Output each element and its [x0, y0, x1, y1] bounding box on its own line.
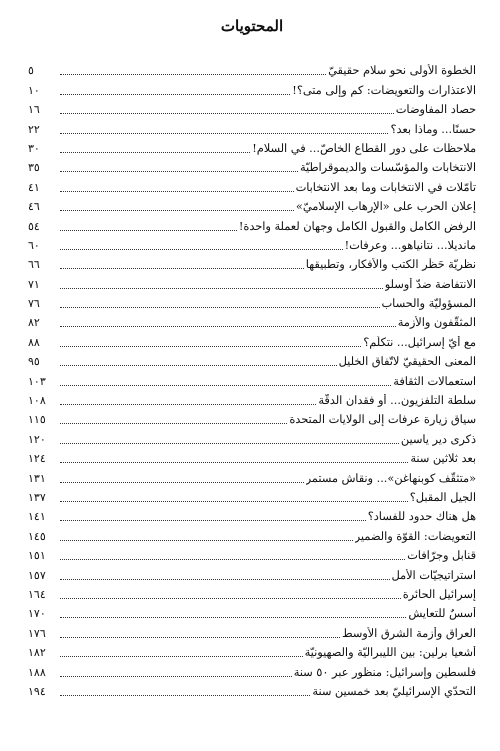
- toc-entry-title: «متثقّف كوبنهاغن»... ونقاش مستمر: [305, 471, 476, 485]
- toc-entry-page: ١٢٤: [28, 452, 46, 466]
- toc-entry-title: التحدّي الإسرائيليّ بعد خمسين سنة: [312, 684, 476, 698]
- page-title: المحتويات: [220, 17, 284, 35]
- toc-entry-page: ١٩٤: [28, 684, 46, 698]
- toc-entry-page: ٣٠: [28, 141, 40, 155]
- dot-leader: [60, 268, 304, 269]
- dot-leader: [60, 326, 396, 327]
- toc-entry: [28, 680, 476, 699]
- toc-entry: [28, 660, 476, 679]
- toc-entry-title: الجيل المقبل؟: [409, 490, 476, 504]
- toc-entry-page: ١٥١: [28, 549, 46, 563]
- toc-entry-page: ١٠: [28, 83, 40, 97]
- toc-entry-title: الخطوة الأولى نحو سلام حقيقيّ: [328, 64, 476, 78]
- toc-entry-title: الانتفاضة ضدّ أوسلو: [384, 277, 476, 291]
- toc-entry-page: ١٨٢: [28, 646, 46, 660]
- toc-entry: [28, 524, 476, 543]
- toc-entry-title: فلسطين وإسرائيل: منظور عبر ٥٠ سنة: [293, 665, 476, 679]
- toc-entry: [28, 175, 476, 194]
- toc-entry: [28, 486, 476, 505]
- toc-entry-title: أشعيا برلين: بين الليبراليّة والصهيونيّة: [304, 646, 476, 660]
- dot-leader: [60, 443, 399, 444]
- toc-entry-title: المعنى الحقيقيّ لاتّفاق الخليل: [338, 355, 476, 369]
- dot-leader: [60, 559, 405, 560]
- toc-entry: [28, 408, 476, 427]
- dot-leader: [60, 307, 380, 308]
- dot-leader: [60, 210, 294, 211]
- toc-entry: [28, 330, 476, 349]
- toc-entry-title: حسنًا... وماذا بعد؟: [390, 122, 476, 136]
- dot-leader: [60, 365, 337, 366]
- toc-entry-title: تأمّلات في الانتخابات وما بعد الانتخابات: [295, 180, 476, 194]
- toc-entry-title: الاعتذارات والتعويضات: كم وإلى متى؟!: [292, 83, 476, 97]
- toc-entry-page: ٨٢: [28, 316, 40, 330]
- toc-entry-page: ١٢٠: [28, 432, 46, 446]
- toc-entry: [28, 137, 476, 156]
- toc-entry-title: استراتيجيّات الأمل: [391, 568, 476, 582]
- dot-leader: [60, 501, 408, 502]
- toc-entry: [28, 78, 476, 97]
- toc-entry-title: العراق وأزمة الشرق الأوسط: [342, 626, 476, 640]
- dot-leader: [60, 74, 326, 75]
- toc-entry-title: إسرائيل الحائرة: [402, 587, 476, 601]
- toc-entry: [28, 59, 476, 78]
- dot-leader: [60, 695, 310, 696]
- dot-leader: [60, 191, 294, 192]
- dot-leader: [60, 423, 287, 424]
- toc-entry: [28, 621, 476, 640]
- toc-entry: [28, 369, 476, 388]
- toc-entry-page: ١٤٥: [28, 529, 46, 543]
- dot-leader: [60, 482, 304, 483]
- toc-entry-title: بعد ثلاثين سنة: [410, 452, 476, 466]
- toc-entry-title: المسؤوليّة والحساب: [381, 297, 476, 311]
- toc-entry-page: ٧١: [28, 277, 40, 291]
- dot-leader: [60, 540, 353, 541]
- toc-entry-page: ١٦: [28, 103, 40, 117]
- toc-entry-title: قنابل وجرّافات: [407, 549, 476, 563]
- toc-entry-page: ١٨٨: [28, 665, 46, 679]
- toc-entry: [28, 311, 476, 330]
- dot-leader: [60, 462, 408, 463]
- toc-entry-page: ٢٢: [28, 122, 40, 136]
- toc-entry-title: الانتخابات والمؤسّسات والديموقراطيّة: [299, 161, 476, 175]
- toc-entry: [28, 447, 476, 466]
- toc-entry: [28, 350, 476, 369]
- toc-entry-page: ١٤١: [28, 510, 46, 524]
- toc-entry-page: ٩٥: [28, 355, 40, 369]
- toc-entry-title: أسسٌ للتعايش: [408, 607, 476, 621]
- toc-entry-title: استعمالات الثقافة: [393, 374, 476, 388]
- toc-entry-title: الرفض الكامل والقبول الكامل وجهان لعملة واحدة!: [238, 219, 476, 233]
- toc-entry: [28, 641, 476, 660]
- dot-leader: [60, 404, 316, 405]
- dot-leader: [60, 113, 394, 114]
- toc-entry-title: مانديلا... نتانياهو... وعرفات!: [344, 238, 476, 252]
- dot-leader: [60, 94, 290, 95]
- toc-entry-page: ٥: [28, 64, 34, 78]
- toc-entry-title: نظريّة حَظْر الكتب والأفكار، وتطبيقها: [305, 258, 476, 272]
- toc-entry-page: ١٠٣: [28, 374, 46, 388]
- dot-leader: [60, 288, 383, 289]
- toc-entry-page: ٦٦: [28, 258, 40, 272]
- toc-entry-title: سلطة التلفزيون... أو فقدان الدقّة: [318, 394, 476, 408]
- dot-leader: [60, 346, 361, 347]
- toc-entry: [28, 427, 476, 446]
- toc-list: [28, 59, 476, 699]
- toc-entry: [28, 156, 476, 175]
- dot-leader: [60, 617, 406, 618]
- dot-leader: [60, 598, 401, 599]
- toc-entry-title: ذكرى دير ياسين: [400, 432, 476, 446]
- toc-entry-page: ١٧٦: [28, 626, 46, 640]
- toc-entry: [28, 505, 476, 524]
- toc-entry: [28, 117, 476, 136]
- toc-entry-title: هل هناك حدود للفساد؟: [367, 510, 476, 524]
- toc-entry-page: ١٧٠: [28, 607, 46, 621]
- toc-entry-title: التعويضات: القوّة والضمير: [354, 529, 476, 543]
- toc-entry-page: ١٣١: [28, 471, 46, 485]
- dot-leader: [60, 152, 250, 153]
- toc-entry: [28, 195, 476, 214]
- dot-leader: [60, 637, 340, 638]
- dot-leader: [60, 579, 390, 580]
- toc-entry-page: ٦٠: [28, 238, 40, 252]
- toc-entry-title: ملاحظات على دور القطاع الخاصّ... في السلام!: [252, 141, 476, 155]
- toc-entry: [28, 544, 476, 563]
- toc-entry: [28, 272, 476, 291]
- toc-entry: [28, 389, 476, 408]
- toc-entry-page: ٧٦: [28, 297, 40, 311]
- dot-leader: [60, 249, 343, 250]
- toc-entry-page: ٥٤: [28, 219, 40, 233]
- toc-entry-title: إعلان الحرب على «الإرهاب الإسلاميّ»: [295, 200, 476, 214]
- toc-entry-page: ٨٨: [28, 335, 40, 349]
- dot-leader: [60, 133, 388, 134]
- toc-entry-page: ١٥٧: [28, 568, 46, 582]
- toc-entry-title: حصاد المفاوضات: [395, 103, 476, 117]
- dot-leader: [60, 171, 298, 172]
- toc-entry: [28, 602, 476, 621]
- dot-leader: [60, 656, 303, 657]
- toc-entry: [28, 214, 476, 233]
- toc-entry-page: ٤٦: [28, 200, 40, 214]
- toc-entry: [28, 292, 476, 311]
- toc-entry-title: مع أيّ إسرائيل... نتكلّم؟: [363, 335, 476, 349]
- toc-entry: [28, 234, 476, 253]
- toc-entry-page: ١١٥: [28, 413, 46, 427]
- toc-entry: [28, 563, 476, 582]
- dot-leader: [60, 230, 237, 231]
- dot-leader: [60, 676, 292, 677]
- toc-entry: [28, 583, 476, 602]
- toc-entry: [28, 98, 476, 117]
- toc-entry-page: ١٦٤: [28, 587, 46, 601]
- toc-entry-title: سياق زيارة عرفات إلى الولايات المتحدة: [289, 413, 476, 427]
- toc-entry: [28, 253, 476, 272]
- toc-entry-page: ١٣٧: [28, 490, 46, 504]
- toc-entry-page: ٤١: [28, 180, 40, 194]
- toc-entry-page: ٣٥: [28, 161, 40, 175]
- toc-entry-title: المثقّفون والأزمة: [397, 316, 476, 330]
- dot-leader: [60, 385, 391, 386]
- dot-leader: [60, 520, 366, 521]
- toc-entry-page: ١٠٨: [28, 394, 46, 408]
- toc-entry: [28, 466, 476, 485]
